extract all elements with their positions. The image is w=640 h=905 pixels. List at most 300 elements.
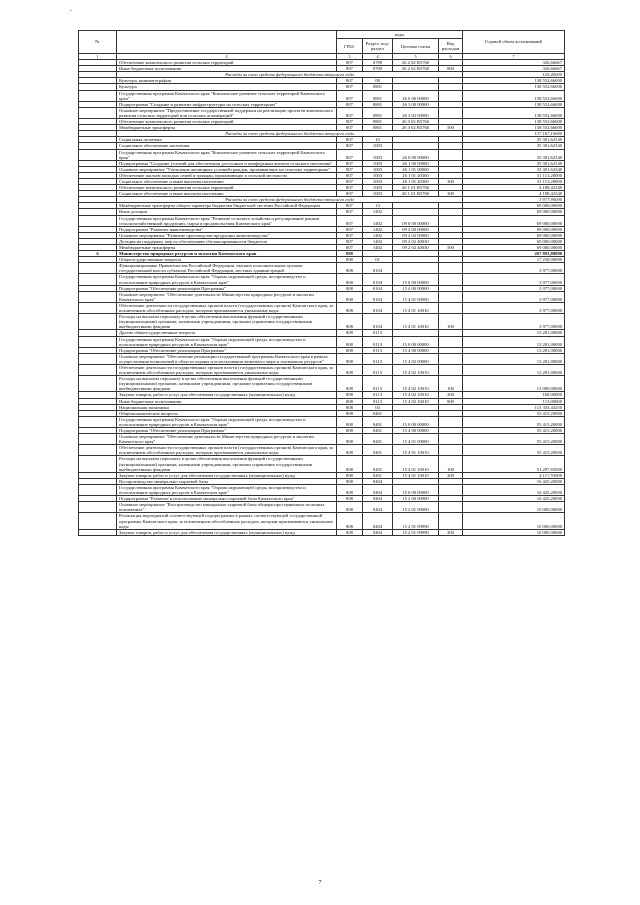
target-cell: 15 4 00 00000 [393,428,439,434]
target-cell: 15 0 00 00000 [393,336,439,347]
grbs-cell: 807 [337,143,363,149]
target-cell: 26 0 00 00000 [393,90,439,101]
header-num: № [79,31,117,54]
description-cell: Подпрограмма "Обеспечение реализации Программы" [117,428,337,434]
row-number [79,314,117,330]
row-number [79,364,117,375]
grbs-cell: 808 [337,257,363,263]
row-number [79,529,117,535]
amount-cell: 113 335,43250 [463,404,565,410]
amount-cell: 16 425,20000 [463,478,565,484]
target-cell: 26 2 02 R5760 [393,66,439,72]
amount-cell: 3 977,00000 [463,302,565,313]
header-grbs: ГРБС [337,39,363,54]
amount-cell: 267 893,88800 [463,251,565,257]
grbs-cell: 807 [337,137,363,143]
description-cell: Основное мероприятие "Улучшение жилищных условий граждан, проживающих на сельских территориях" [117,166,337,172]
amount-cell: 55 415,20000 [463,445,565,456]
razdel-cell: 0404 [363,502,393,513]
row-number [79,90,117,101]
target-cell: 15 4 02 10010 [393,392,439,398]
table-row [79,456,565,472]
grbs-cell: 808 [337,513,363,529]
vid-cell: 100 [439,376,463,392]
target-cell: 15 4 02 00000 [393,353,439,364]
target-cell: 15 4 01 10010 [393,445,439,456]
grbs-cell: 808 [337,364,363,375]
target-cell: 15 4 02 10010 [393,376,439,392]
razdel-cell: 01 [363,257,393,263]
grbs-cell: 807 [337,185,363,191]
razdel-cell: 10 [363,137,393,143]
vid-cell: 300 [439,178,463,184]
vid-cell [439,416,463,427]
description-cell: Государственная программа Камчатского края "Охрана окружающей среды, воспроизводство и использование природных ресурсов в Камчатском крае" [117,416,337,427]
target-cell: 15 4 01 10010 [393,302,439,313]
grbs-cell: 807 [337,119,363,125]
amount-cell: 16 425,20000 [463,484,565,495]
target-cell: 26 3 02 R5760 [393,125,439,131]
vid-cell [439,263,463,274]
target-cell: 26 1 01 00000 [393,166,439,172]
grbs-cell: 808 [337,302,363,313]
description-cell: Закупка товаров, работ и услуг для обеспечения государственных (муниципальных) нужд [117,472,337,478]
grbs-cell: 808 [337,404,363,410]
amount-cell: 51 297,65000 [463,456,565,472]
razdel-cell: 0404 [363,478,393,484]
vid-cell [439,90,463,101]
grbs-cell: 807 [337,107,363,118]
target-cell: 15 2 01 09990 [393,529,439,535]
table-row [79,376,565,392]
vid-cell: 500 [439,245,463,251]
table-row [79,445,565,456]
amount-cell: 138 552,66000 [463,107,565,118]
description-cell: Обеспечение комплексного развития сельских территорий [117,60,337,66]
amount-cell: 3 977,00000 [463,291,565,302]
table-row [79,513,565,529]
razdel-cell: 1003 [363,191,393,197]
amount-cell: 4 117,55000 [463,472,565,478]
header-vid: Вид расходов [439,39,463,54]
row-number [79,263,117,274]
razdel-cell: 0113 [363,398,393,404]
description-cell: Иные бюджетные ассигнования [117,398,337,404]
vid-cell [439,484,463,495]
grbs-cell: 807 [337,160,363,166]
razdel-cell: 0113 [363,336,393,347]
description-cell: Социальная политика [117,137,337,143]
vid-cell [439,107,463,118]
description-cell: Государственная программа Камчатского края "Комплексное развитие сельских территорий Камчатского края" [117,149,337,160]
description-cell: Расходы на выплаты персоналу в целях обеспечения выполнения функций государственными (муниципальными) органами, казенными учреждениями, органами управления государственными внебюджетными фондами [117,314,337,330]
description-cell: Государственная программа Камчатского края "Комплексное развитие сельских территорий Камчатского края" [117,90,337,101]
razdel-cell: 0113 [363,376,393,392]
row-number [79,336,117,347]
vid-cell: 100 [439,456,463,472]
razdel-cell: 0104 [363,263,393,274]
colnum: 1 [79,54,117,60]
table-row [79,484,565,495]
table-row [79,434,565,445]
razdel-cell: 1402 [363,226,393,232]
row-number [79,215,117,226]
description-cell: Национальная экономика [117,404,337,410]
description-cell: Подпрограмма "Развитие и использование минерально-сырьевой базы Камчатского края" [117,496,337,502]
description-cell: Иные бюджетные ассигнования [117,66,337,72]
razdel-cell: 0401 [363,428,393,434]
description-cell: Культура, кинематография [117,78,337,84]
amount-cell: 326,66667 [463,60,565,66]
target-cell: 15 0 00 00000 [393,484,439,495]
vid-cell [439,353,463,364]
vid-cell: 500 [439,125,463,131]
target-cell: 26 1 01 20360 [393,178,439,184]
description-cell: Социальное обеспечение и иные выплаты населению [117,191,337,197]
razdel-cell: 0401 [363,434,393,445]
section-caption: Расходы за счет средств федерального бюджета текущего года [117,197,463,203]
target-cell: 26 1 01 R5760 [393,191,439,197]
amount-cell: 138 552,66000 [463,78,565,84]
table-row [79,302,565,313]
vid-cell [439,274,463,285]
razdel-cell: 0801 [363,107,393,118]
razdel-cell: 0104 [363,285,393,291]
description-cell: Обеспечение жильем молодых семей и граждан, проживающих в сельской местности [117,172,337,178]
grbs-cell: 808 [337,428,363,434]
description-cell: Функционирование Правительства Российской Федерации, высших исполнительных органов государственной власти субъектов Российской Федерации, местных администраций [117,263,337,274]
description-cell: Обеспечение деятельности государственных органов власти (государственных органов) Камчатского края, за исключением обособленных расходов, которым присваиваются уникальные коды [117,445,337,456]
grbs-cell: 807 [337,245,363,251]
vid-cell [439,336,463,347]
table-body [79,60,565,536]
description-cell: Государственная программа Камчатского края "Развитие сельского хозяйства и регулирование рынков сельскохозяйственной продукции, сырья и продовольствия Камчатского края" [117,215,337,226]
grbs-cell: 808 [337,314,363,330]
grbs-cell: 807 [337,66,363,72]
row-number [79,107,117,118]
vid-cell: 200 [439,529,463,535]
description-cell: Расходы на выплаты персоналу в целях обеспечения выполнения функций государственными (муниципальными) органами, казенными учреждениями, органами управления государственными внебюджетными фондами [117,456,337,472]
description-cell: Другие общегосударственные вопросы [117,330,337,336]
razdel-cell: 0801 [363,119,393,125]
target-cell: 15 4 01 10010 [393,472,439,478]
target-cell: 15 4 02 10010 [393,398,439,404]
amount-cell: 138 552,66000 [463,125,565,131]
grbs-cell: 807 [337,90,363,101]
target-cell: 26 1 01 20360 [393,172,439,178]
vid-cell: 800 [439,66,463,72]
razdel-cell: 1003 [363,143,393,149]
description-cell: Подпрограмма "Развитие животноводства" [117,226,337,232]
target-cell: 15 2 00 00000 [393,496,439,502]
row-number [79,302,117,313]
vid-cell [439,434,463,445]
description-cell: Воспроизводство минерально-сырьевой базы [117,478,337,484]
row-number: 6 [79,251,117,257]
colnum: 4 [363,54,393,60]
grbs-cell: 808 [337,376,363,392]
razdel-cell: 0113 [363,353,393,364]
amount-cell: 69 000,00000 [463,232,565,238]
razdel-cell: 0113 [363,364,393,375]
target-cell [393,263,439,274]
vid-cell [439,513,463,529]
colnum: 3 [337,54,363,60]
vid-cell [439,445,463,456]
razdel-cell: 0401 [363,472,393,478]
target-cell: 09 2 02 00000 [393,232,439,238]
grbs-cell: 808 [337,336,363,347]
target-cell: 26 1 00 00000 [393,160,439,166]
table-row [79,263,565,274]
vid-cell: 800 [439,398,463,404]
amount-cell: 13 281,00000 [463,347,565,353]
vid-cell: 200 [439,392,463,398]
budget-table [78,30,565,536]
grbs-cell: 808 [337,291,363,302]
description-cell: Министерство природных ресурсов и экологии Камчатского края [117,251,337,257]
grbs-cell: 808 [337,416,363,427]
amount-cell: 3 977,00000 [463,314,565,330]
grbs-cell: 808 [337,285,363,291]
target-cell: 26 1 01 R5760 [393,185,439,191]
amount-cell: 35 301,62340 [463,160,565,166]
target-cell: 15 2 01 09990 [393,513,439,529]
grbs-cell: 807 [337,226,363,232]
table-row [79,314,565,330]
description-cell: Обеспечение комплексного развития сельских территорий [117,119,337,125]
target-cell: 15 4 00 00000 [393,347,439,353]
table-row [79,336,565,347]
target-cell: 15 4 01 00000 [393,291,439,302]
amount-cell: 69 000,00000 [463,209,565,215]
razdel-cell: 0709 [363,60,393,66]
target-cell: 15 0 00 00000 [393,274,439,285]
page-number: 7 [318,880,322,886]
amount-cell: 55 415,20000 [463,434,565,445]
table-row [79,149,565,160]
amount-cell: 55 415,20000 [463,428,565,434]
row-number [79,416,117,427]
razdel-cell: 1003 [363,178,393,184]
header-row-1 [79,31,565,39]
grbs-cell: 807 [337,166,363,172]
grbs-cell: 808 [337,484,363,495]
description-cell: Общегосударственные вопросы [117,257,337,263]
target-cell: 09 2 02 40030 [393,238,439,244]
row-number [79,456,117,472]
description-cell: Общеэкономические вопросы [117,410,337,416]
vid-cell: 100 [439,314,463,330]
razdel-cell: 0709 [363,66,393,72]
grbs-cell: 808 [337,347,363,353]
amount-cell: 55 415,20000 [463,416,565,427]
description-cell: Государственная программа Камчатского края "Охрана окружающей среды, воспроизводство и использование природных ресурсов в Камчатском крае" [117,484,337,495]
corner-mark: - [70,8,72,14]
amount-cell: 113,00000 [463,398,565,404]
grbs-cell: 807 [337,215,363,226]
grbs-cell: 807 [337,125,363,131]
amount-cell: 31 113,20000 [463,172,565,178]
section-caption: Расходы за счет средств федерального бюджета текущего года [117,72,463,78]
razdel-cell: 14 [363,203,393,209]
razdel-cell: 0404 [363,529,393,535]
description-cell: Расходы на выплаты персоналу в целях обеспечения выполнения функций государственными (муниципальными) органами, казенными учреждениями, органами управления государственными внебюджетными фондами [117,376,337,392]
amount-cell: 13 281,00000 [463,364,565,375]
amount-cell: 10 000,00000 [463,502,565,513]
amount-cell: 4 188,42340 [463,185,565,191]
razdel-cell: 1003 [363,149,393,160]
amount-cell: 35 301,62340 [463,149,565,160]
header-amount: Годовой объем ассигнований [463,31,565,54]
amount-cell: 13 000,00000 [463,376,565,392]
table-row [79,90,565,101]
amount-cell: 69 000,00000 [463,203,565,209]
description-cell: Реализация мероприятий соответствующей подпрограммы в рамках соответствующей государственной программы Камчатского края, за исключением обособленных расходов, которым присваиваются уникальные коды [117,513,337,529]
table-row [79,291,565,302]
grbs-cell: 807 [337,172,363,178]
description-cell: Основное мероприятие "Обеспечение деятельности Министерства природных ресурсов и экологии Камчатского края" [117,291,337,302]
description-cell: Подпрограмма "Обеспечение реализации Программы" [117,347,337,353]
description-cell: Основное мероприятие "Развитие производства продукции животноводства" [117,232,337,238]
razdel-cell: 0801 [363,101,393,107]
vid-cell: 200 [439,472,463,478]
amount-cell: 13 281,00000 [463,336,565,347]
description-cell: Социальное обеспечение и иные выплаты населению [117,178,337,184]
grbs-cell: 808 [337,472,363,478]
grbs-cell: 808 [337,392,363,398]
amount-cell: 3 977,00000 [463,274,565,285]
grbs-cell: 807 [337,232,363,238]
grbs-cell: 807 [337,191,363,197]
row-number [79,149,117,160]
vid-cell [439,502,463,513]
amount-cell: 10 000,00000 [463,513,565,529]
razdel-cell: 0113 [363,330,393,336]
amount-cell: 35 301,62340 [463,143,565,149]
amount-cell: 13 281,00000 [463,353,565,364]
vid-cell [439,302,463,313]
grbs-cell: 807 [337,209,363,215]
description-cell: Культура [117,84,337,90]
razdel-cell: 04 [363,404,393,410]
description-cell: Подпрограмма "Создание условий для обеспечения доступным и комфортным жильем сельского населения" [117,160,337,166]
amount-cell: 69 000,00000 [463,245,565,251]
razdel-cell: 0104 [363,274,393,285]
grbs-cell: 808 [337,502,363,513]
description-cell: Закупка товаров, работ и услуг для обеспечения государственных (муниципальных) нужд [117,392,337,398]
amount-cell: 10 000,00000 [463,529,565,535]
razdel-cell: 0404 [363,496,393,502]
razdel-cell: 1003 [363,166,393,172]
amount-cell: 138 552,66000 [463,119,565,125]
grbs-cell: 808 [337,251,363,257]
razdel-cell: 1402 [363,245,393,251]
colnum: 6 [439,54,463,60]
amount-cell: 168,00000 [463,392,565,398]
razdel-cell: 1003 [363,172,393,178]
row-number [79,445,117,456]
target-cell: 15 4 00 00000 [393,285,439,291]
vid-cell [439,215,463,226]
target-cell: 09 2 00 00000 [393,226,439,232]
target-cell: 15 4 01 00000 [393,434,439,445]
table-row [79,529,565,535]
grbs-cell: 808 [337,398,363,404]
razdel-cell: 1402 [363,232,393,238]
vid-cell [439,291,463,302]
razdel-cell: 0113 [363,392,393,398]
amount-cell: 35 301,62340 [463,137,565,143]
description-cell: Обеспечение комплексного развития сельских территорий [117,185,337,191]
razdel-cell: 0113 [363,347,393,353]
vid-cell [439,364,463,375]
amount-cell: 13 281,00000 [463,330,565,336]
target-cell: 26 3 02 00000 [393,107,439,118]
table-row [79,353,565,364]
grbs-cell: 808 [337,456,363,472]
description-cell: Основное мероприятие "Обеспечение деятельности Министерства природных ресурсов и экологии Камчатского края" [117,434,337,445]
razdel-cell: 0401 [363,445,393,456]
description-cell: Межбюджетные трансферты общего характера бюджетам бюджетной системы Российской Федерации [117,203,337,209]
razdel-cell: 1402 [363,238,393,244]
razdel-cell: 08 [363,78,393,84]
grbs-cell: 808 [337,496,363,502]
section-caption: Расходы за счет средств федерального бюджета текущего года [117,131,463,137]
grbs-cell: 808 [337,274,363,285]
target-cell: 15 0 00 00000 [393,416,439,427]
grbs-cell: 807 [337,238,363,244]
razdel-cell: 0104 [363,314,393,330]
description-cell: Подпрограмма "Обеспечение реализации Программы" [117,285,337,291]
row-number [79,513,117,529]
amount-cell: 3 977,00000 [463,263,565,274]
grbs-cell: 807 [337,149,363,160]
grbs-cell: 808 [337,330,363,336]
amount-cell: 16 425,20000 [463,496,565,502]
vid-cell [439,149,463,160]
header-desc [117,31,337,54]
grbs-cell: 808 [337,263,363,274]
row-number [79,274,117,285]
grbs-cell: 807 [337,84,363,90]
amount-cell: 138 552,66000 [463,90,565,101]
grbs-cell: 807 [337,78,363,84]
grbs-cell: 808 [337,478,363,484]
target-cell: 26 2 02 R5760 [393,60,439,66]
amount-cell: 69 000,00000 [463,215,565,226]
razdel-cell: 0801 [363,84,393,90]
amount-cell: 3 977,00000 [463,285,565,291]
grbs-cell: 808 [337,434,363,445]
razdel-cell: 1003 [363,160,393,166]
amount-cell: 55 415,20000 [463,410,565,416]
header-target: Целевая статья [393,39,439,54]
amount-cell: 326,66667 [463,66,565,72]
description-cell: Основное мероприятие "Обеспечение реализации государственной программы Камчатского края в рамках осуществления полномочий в области охраны и использования животного мира и охотничьих ресурсов" [117,353,337,364]
razdel-cell: 1402 [363,215,393,226]
table-row [79,274,565,285]
description-cell: Обеспечение деятельности государственных органов власти (государственных органов) Камчатского края, за исключением обособленных расходов, которым присваиваются уникальные коды [117,364,337,375]
description-cell: Основное мероприятие "Предоставление государственной поддержки на реализацию проектов комплексного развития сельских территорий или сельских агломераций" [117,107,337,118]
table-row [79,416,565,427]
table-row [79,107,565,118]
razdel-cell: 0401 [363,410,393,416]
target-cell: 15 4 01 10010 [393,456,439,472]
description-cell: Межбюджетные трансферты [117,125,337,131]
grbs-cell: 808 [337,410,363,416]
table-row [79,364,565,375]
